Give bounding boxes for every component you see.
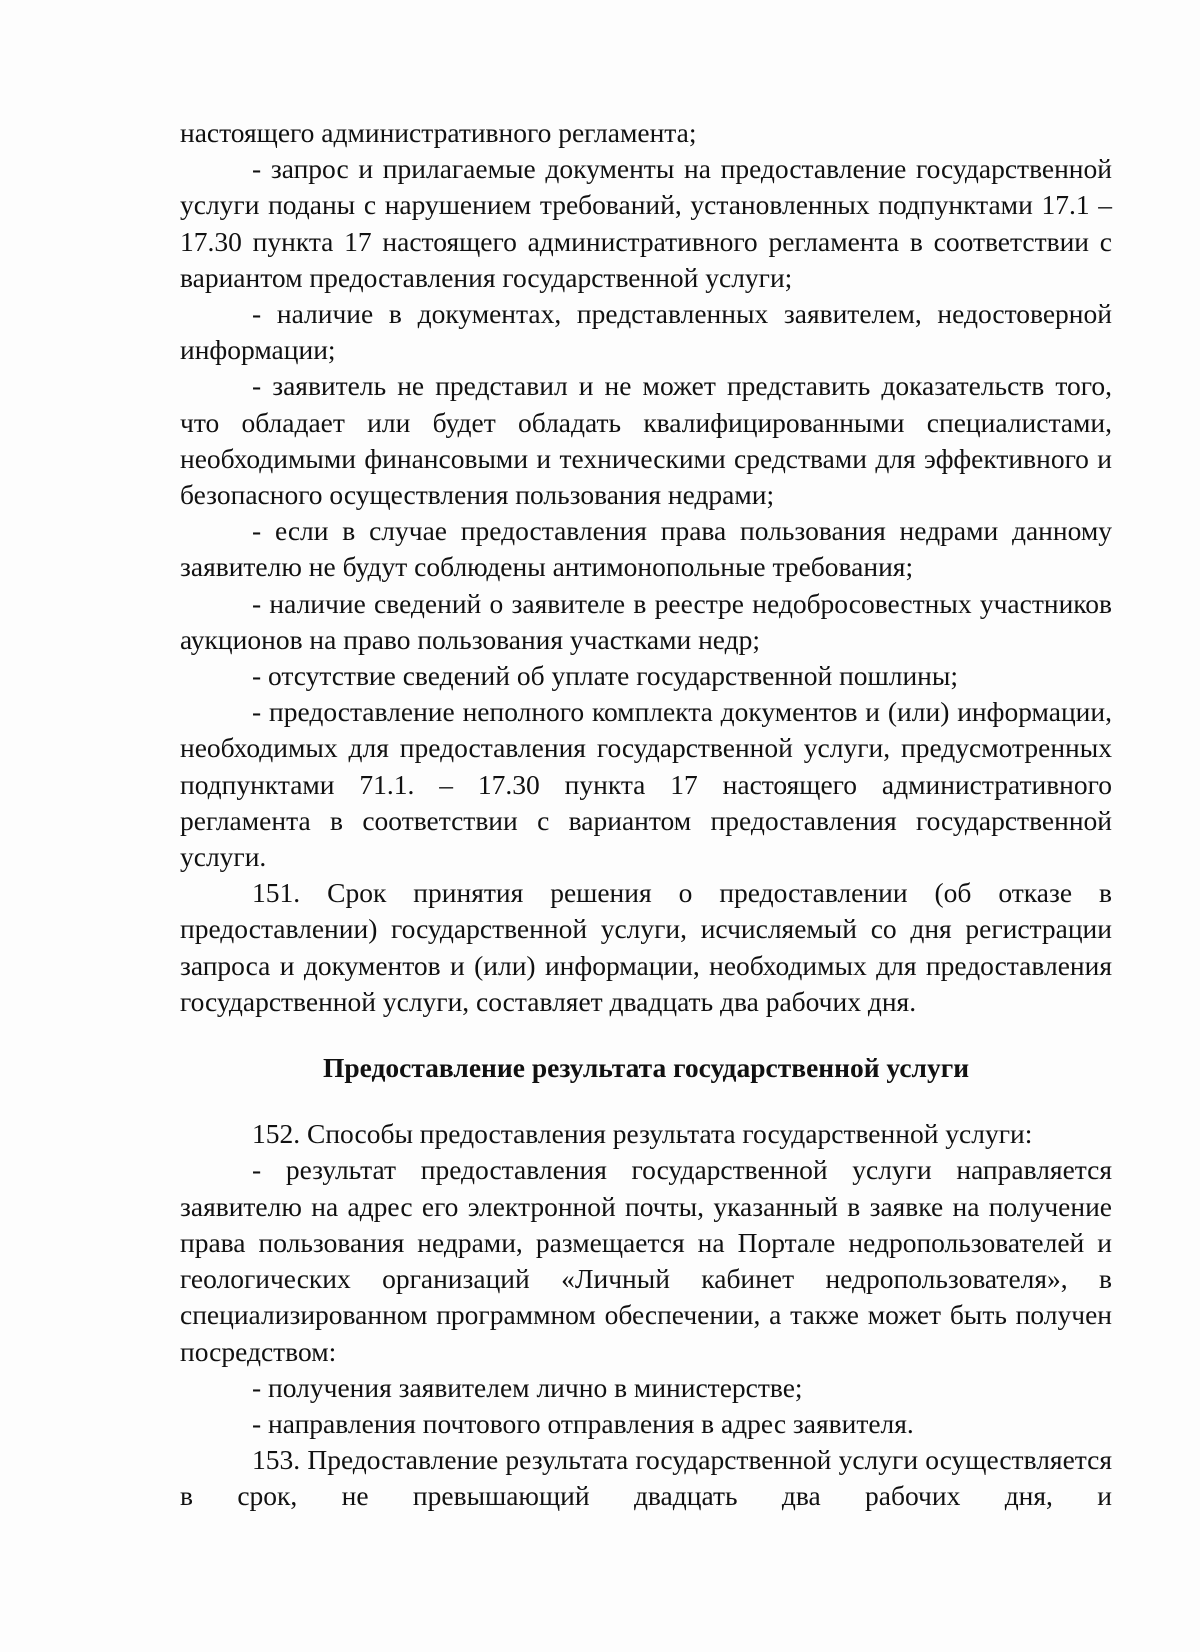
paragraph-item-postal: - направления почтового отправления в адрес заявителя.: [252, 1407, 914, 1439]
paragraph-item-no-evidence: - заявитель не представил и не может представить доказательств того, что обладает или будет обладать квалифицированными специалистами, необходимыми финансовыми и техническими средствами для эффективного и безопасного осуществления пользования недрами;: [180, 370, 1112, 511]
paragraph-151: 151. Срок принятия решения о предоставлении (об отказе в предоставлении) государственной услуги, исчисляемый со дня регистрации запроса и документов и (или) информации, необходимых для предоставления государственной услуги, составляет двадцать два рабочих дня.: [180, 877, 1112, 1017]
paragraph-item-false-info: - наличие в документах, представленных заявителем, недостоверной информации;: [180, 298, 1112, 366]
paragraph-152: 152. Способы предоставления результата государственной услуги:: [252, 1118, 1033, 1150]
paragraph-153: 153. Предоставление результата государственной услуги осуществляется в срок, не превышающий двадцать два рабочих дня, и: [180, 1444, 1112, 1512]
paragraph-item-violation: - запрос и прилагаемые документы на предоставление государственной услуги поданы с нарушением требований, установленных подпунктами 17.1 – 17.30 пункта 17 настоящего административного регламента в соответствии с вариантом предоставления государственной услуги;: [180, 153, 1112, 293]
section-heading: Предоставление результата государственной услуги: [322, 1052, 970, 1084]
paragraph-item-antimonopoly: - если в случае предоставления права пользования недрами данному заявителю не будут соблюдены антимонопольные требования;: [180, 515, 1112, 583]
paragraph-item-incomplete: - предоставление неполного комплекта документов и (или) информации, необходимых для предоставления государственной услуги, предусмотренных подпунктами 71.1. – 17.30 пункта 17 настоящего административного регламента в соответствии с вариантом предоставления государственной услуги.: [180, 696, 1112, 873]
paragraph-item-registry: - наличие сведений о заявителе в реестре недобросовестных участников аукционов на право пользования участками недр;: [180, 587, 1112, 655]
paragraph-item-in-person: - получения заявителем лично в министерстве;: [252, 1371, 803, 1403]
paragraph-item-result-delivery: - результат предоставления государственной услуги направляется заявителю на адрес его электронной почты, указанный в заявке на получение права пользования недрами, размещается на Портале недропользователей и геологических организаций «Личный кабинет недропользователя», в специализированном программном обеспечении, а также может быть получен посредством:: [180, 1154, 1112, 1367]
document-body: [180, 115, 1112, 1515]
paragraph-continuation: настоящего административного регламента;: [180, 117, 697, 148]
paragraph-item-fee: - отсутствие сведений об уплате государственной пошлины;: [252, 660, 959, 692]
